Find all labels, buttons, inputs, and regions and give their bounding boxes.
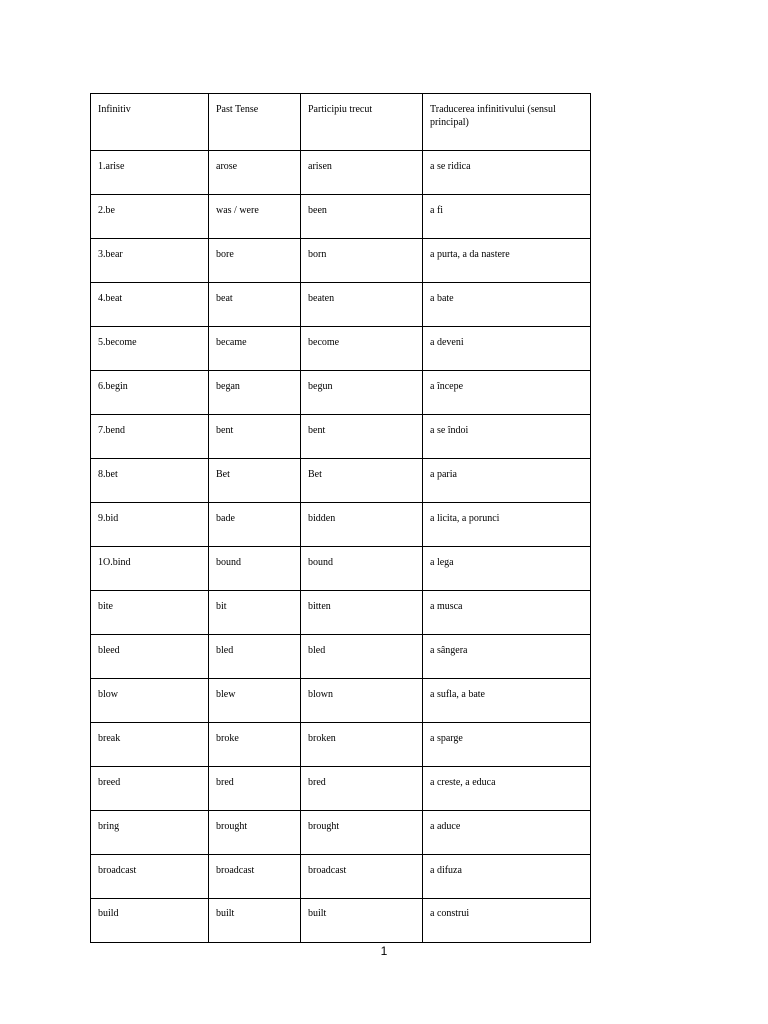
cell-participiu: arisen [301,151,423,195]
cell-participiu: become [301,327,423,371]
cell-past-tense: bent [209,415,301,459]
cell-infinitiv: 7.bend [91,415,209,459]
cell-infinitiv: 6.begin [91,371,209,415]
header-infinitiv: Infinitiv [91,94,209,151]
cell-past-tense: beat [209,283,301,327]
cell-traducerea: a se îndoi [423,415,591,459]
cell-past-tense: began [209,371,301,415]
cell-infinitiv: 9.bid [91,503,209,547]
cell-infinitiv: 8.bet [91,459,209,503]
cell-infinitiv: bleed [91,635,209,679]
cell-traducerea: a deveni [423,327,591,371]
cell-infinitiv: break [91,723,209,767]
table-row [91,723,591,767]
cell-traducerea: a paria [423,459,591,503]
cell-participiu: built [301,899,423,943]
cell-past-tense: broke [209,723,301,767]
cell-infinitiv: 1.arise [91,151,209,195]
table-row [91,767,591,811]
cell-traducerea: a musca [423,591,591,635]
cell-infinitiv: 1O.bind [91,547,209,591]
cell-past-tense: bred [209,767,301,811]
cell-past-tense: broadcast [209,855,301,899]
cell-traducerea: a sufla, a bate [423,679,591,723]
cell-traducerea: a începe [423,371,591,415]
cell-past-tense: bore [209,239,301,283]
cell-infinitiv: breed [91,767,209,811]
irregular-verbs-table [90,93,591,943]
cell-traducerea: a lega [423,547,591,591]
table-row [91,899,591,943]
table-row [91,327,591,371]
cell-past-tense: blew [209,679,301,723]
cell-infinitiv: blow [91,679,209,723]
header-participiu-trecut: Participiu trecut [301,94,423,151]
table-row [91,503,591,547]
cell-infinitiv: 4.beat [91,283,209,327]
cell-past-tense: was / were [209,195,301,239]
cell-traducerea: a sparge [423,723,591,767]
cell-traducerea: a se ridica [423,151,591,195]
cell-infinitiv: broadcast [91,855,209,899]
cell-past-tense: bit [209,591,301,635]
cell-participiu: bent [301,415,423,459]
cell-participiu: begun [301,371,423,415]
table-row [91,547,591,591]
table-row [91,239,591,283]
cell-participiu: brought [301,811,423,855]
cell-infinitiv: bite [91,591,209,635]
table-row [91,195,591,239]
cell-infinitiv: 2.be [91,195,209,239]
header-past-tense: Past Tense [209,94,301,151]
table-row [91,679,591,723]
cell-participiu: born [301,239,423,283]
cell-participiu: bound [301,547,423,591]
cell-traducerea: a construi [423,899,591,943]
cell-traducerea: a bate [423,283,591,327]
table-row [91,855,591,899]
cell-participiu: bled [301,635,423,679]
cell-infinitiv: build [91,899,209,943]
table-row [91,459,591,503]
cell-participiu: bidden [301,503,423,547]
cell-past-tense: brought [209,811,301,855]
cell-traducerea: a difuza [423,855,591,899]
cell-infinitiv: 5.become [91,327,209,371]
table-header-row [91,94,591,151]
cell-participiu: blown [301,679,423,723]
cell-past-tense: built [209,899,301,943]
cell-traducerea: a creste, a educa [423,767,591,811]
cell-participiu: bred [301,767,423,811]
cell-traducerea: a fi [423,195,591,239]
cell-infinitiv: bring [91,811,209,855]
page-number: 1 [380,944,388,958]
table-row [91,591,591,635]
table-row [91,415,591,459]
cell-traducerea: a sângera [423,635,591,679]
table-row [91,151,591,195]
cell-infinitiv: 3.bear [91,239,209,283]
cell-past-tense: bled [209,635,301,679]
cell-participiu: broken [301,723,423,767]
table-row [91,371,591,415]
cell-participiu: bitten [301,591,423,635]
cell-traducerea: a licita, a porunci [423,503,591,547]
cell-past-tense: arose [209,151,301,195]
cell-past-tense: bound [209,547,301,591]
cell-past-tense: bade [209,503,301,547]
table-body [91,151,591,943]
cell-participiu: broadcast [301,855,423,899]
cell-past-tense: became [209,327,301,371]
cell-traducerea: a purta, a da nastere [423,239,591,283]
cell-participiu: Bet [301,459,423,503]
table-row [91,635,591,679]
header-traducerea: Traducerea infinitivului (sensul principal) [423,94,591,151]
cell-participiu: beaten [301,283,423,327]
table-row [91,811,591,855]
cell-past-tense: Bet [209,459,301,503]
table-row [91,283,591,327]
cell-participiu: been [301,195,423,239]
cell-traducerea: a aduce [423,811,591,855]
